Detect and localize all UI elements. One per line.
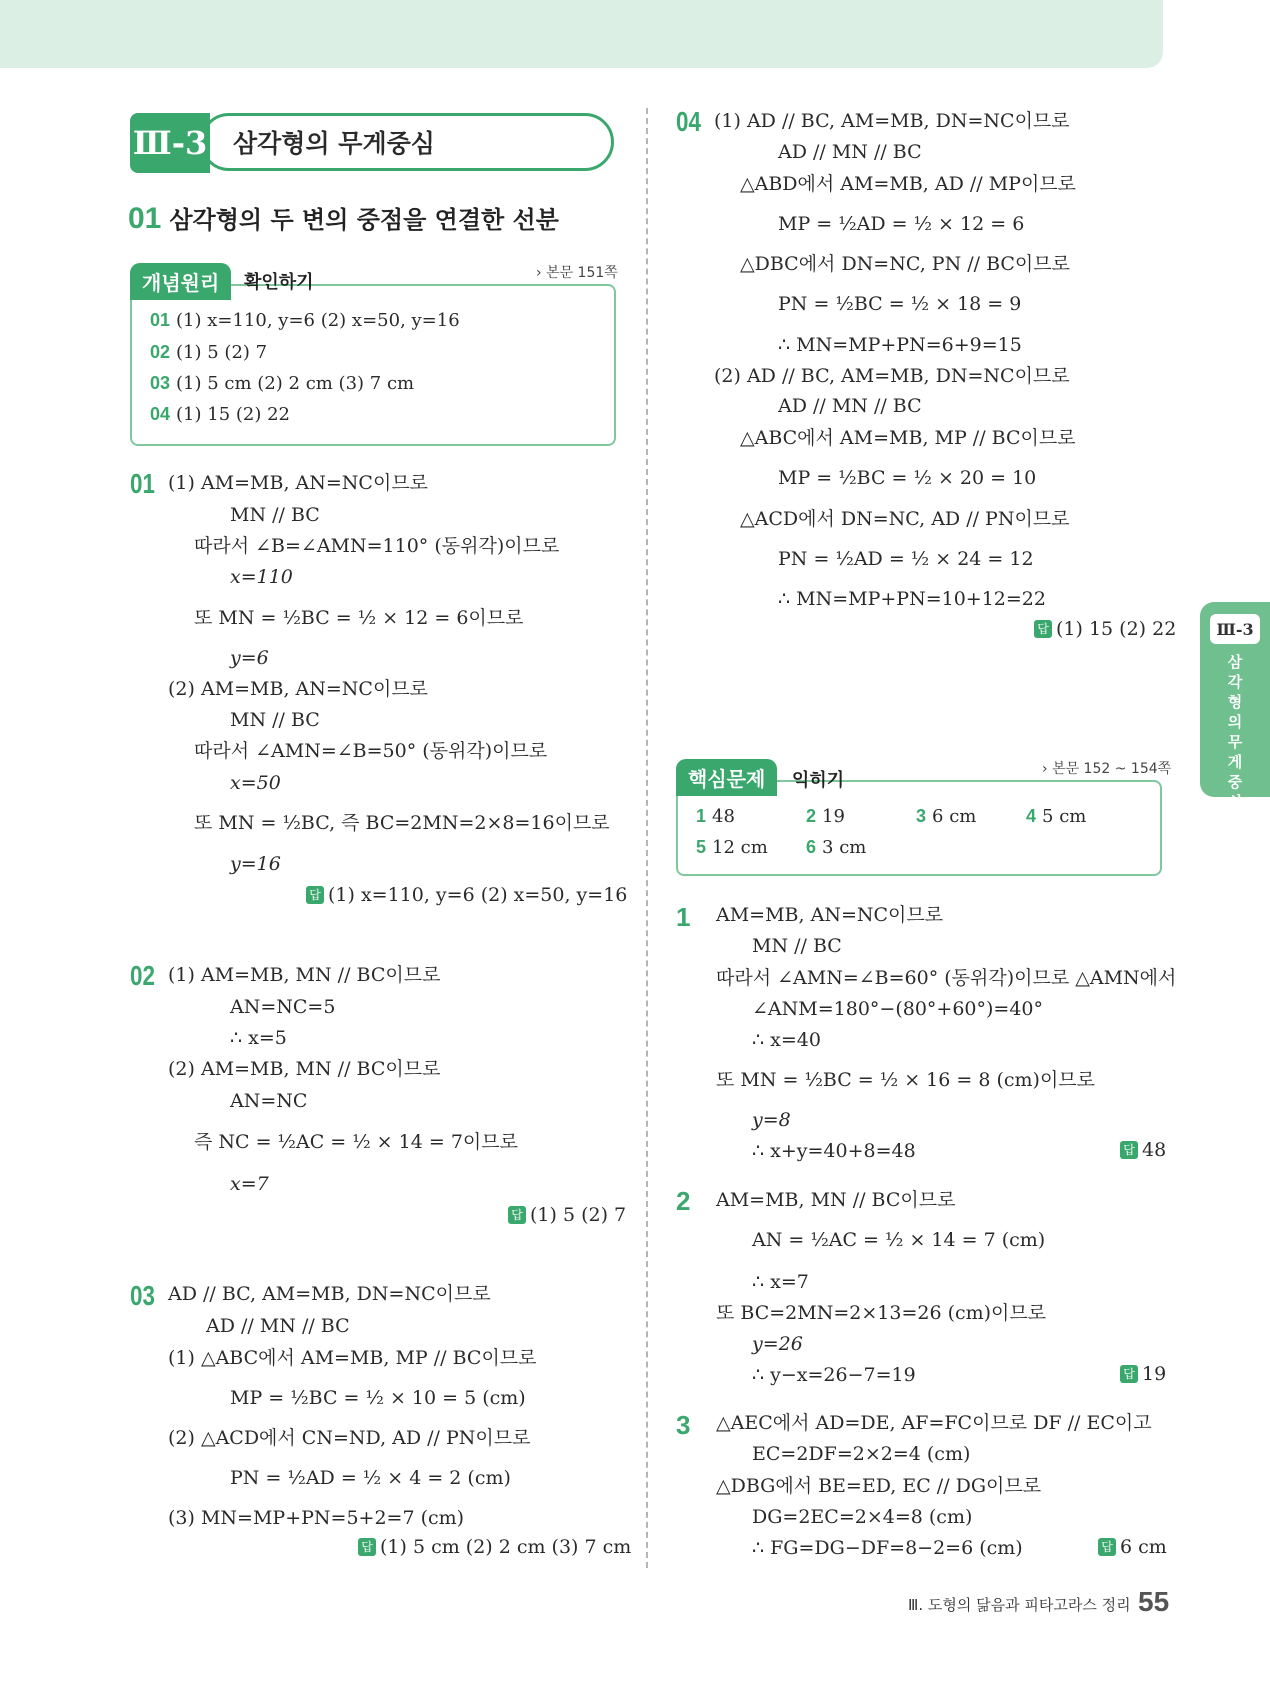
answer-mark-icon: 답: [508, 1206, 526, 1224]
problem-number: 02: [130, 960, 155, 991]
page-number: 55: [1138, 1586, 1170, 1617]
solution-line: △ABD에서 AM=MB, AD // MP이므로: [740, 173, 1077, 195]
side-tab-text: 삼각형의 무게중심: [1227, 653, 1243, 811]
footer-title: Ⅲ. 도형의 닮음과 피타고라스 정리: [908, 1596, 1131, 1614]
concept-item: 03 (1) 5 cm (2) 2 cm (3) 7 cm: [150, 373, 415, 394]
solution-line: AD // MN // BC: [206, 1315, 350, 1337]
solution-line: 따라서 ∠B=∠AMN=110° (동위각)이므로: [194, 535, 560, 557]
problem-number: 01: [130, 468, 155, 499]
solution-line: PN = ½BC = ½ × 18 = 9: [778, 293, 1022, 315]
solution-line: DG=2EC=2×4=8 (cm): [752, 1506, 973, 1528]
solution-line: 즉 NC = ½AC = ½ × 14 = 7이므로: [194, 1131, 518, 1153]
solution-line: AM=MB, MN // BC이므로: [716, 1189, 956, 1211]
core-box-ref: › 본문 152 ~ 154쪽: [1042, 761, 1172, 777]
solution-line: 또 MN = ½BC = ½ × 12 = 6이므로: [194, 607, 524, 629]
solution-line: MN // BC: [230, 504, 320, 526]
solution-line: MP = ½AD = ½ × 12 = 6: [778, 213, 1025, 235]
answer-mark-icon: 답: [1120, 1365, 1138, 1383]
solution-line: (2) AM=MB, MN // BC이므로: [168, 1058, 441, 1080]
solution-line: (1) AM=MB, AN=NC이므로: [168, 472, 429, 494]
solution-line: MP = ½BC = ½ × 10 = 5 (cm): [230, 1387, 526, 1409]
concept-item: 01 (1) x=110, y=6 (2) x=50, y=16: [150, 310, 460, 331]
solution-line: x=110: [230, 566, 293, 588]
solution-line: (1) AD // BC, AM=MB, DN=NC이므로: [714, 110, 1070, 132]
chapter-badge: Ⅲ-3: [130, 113, 210, 173]
solution-line: △ACD에서 DN=NC, AD // PN이므로: [740, 508, 1070, 530]
core-item: 6 3 cm: [806, 837, 867, 858]
answer-mark-icon: 답: [1120, 1141, 1138, 1159]
problem-number: 1: [676, 902, 691, 932]
answer-mark-icon: 답: [358, 1538, 376, 1556]
solution-line: ∴ MN=MP+PN=6+9=15: [778, 334, 1022, 356]
solution-line: △ABC에서 AM=MB, MP // BC이므로: [740, 427, 1076, 449]
column-divider: [646, 108, 648, 1568]
solution-line: y=26: [752, 1333, 803, 1355]
solution-line: △DBC에서 DN=NC, PN // BC이므로: [740, 253, 1070, 275]
solution-line: MN // BC: [230, 709, 320, 731]
solution-line: 또 MN = ½BC, 즉 BC=2MN=2×8=16이므로: [194, 812, 610, 834]
answer: 답 (1) 5 (2) 7: [508, 1204, 626, 1226]
solution-line: EC=2DF=2×2=4 (cm): [752, 1443, 971, 1465]
core-box-tab: 핵심문제: [676, 759, 777, 796]
solution-line: ∴ y−x=26−7=19: [752, 1364, 916, 1386]
top-band: [0, 0, 1163, 68]
side-tab-label: Ⅲ-3: [1210, 614, 1260, 644]
answer: 답 (1) x=110, y=6 (2) x=50, y=16: [306, 884, 627, 906]
solution-line: 따라서 ∠AMN=∠B=60° (동위각)이므로 △AMN에서: [716, 967, 1177, 989]
solution-line: ∴ x=40: [752, 1029, 821, 1051]
section-title-text: 삼각형의 두 변의 중점을 연결한 선분: [169, 206, 559, 234]
solution-line: (3) MN=MP+PN=5+2=7 (cm): [168, 1507, 465, 1529]
problem-number: 03: [130, 1280, 155, 1311]
solution-line: PN = ½AD = ½ × 24 = 12: [778, 548, 1034, 570]
solution-line: (2) AM=MB, AN=NC이므로: [168, 678, 429, 700]
core-item: 3 6 cm: [916, 806, 977, 827]
solution-line: y=6: [230, 647, 269, 669]
concept-box-tab-label: 확인하기: [244, 272, 314, 293]
solution-line: 따라서 ∠AMN=∠B=50° (동위각)이므로: [194, 740, 548, 762]
solution-line: MP = ½BC = ½ × 20 = 10: [778, 467, 1037, 489]
concept-box-tab: 개념원리: [130, 263, 231, 300]
solution-line: (2) AD // BC, AM=MB, DN=NC이므로: [714, 365, 1070, 387]
solution-line: ∴ x+y=40+8=48: [752, 1140, 916, 1162]
answer: 답 (1) 5 cm (2) 2 cm (3) 7 cm: [358, 1536, 631, 1558]
chapter-title-text: 삼각형의 무게중심: [233, 129, 435, 158]
problem-number: 2: [676, 1186, 691, 1216]
problem-number: 04: [676, 106, 701, 137]
solution-line: x=50: [230, 772, 281, 794]
solution-line: △DBG에서 BE=ED, EC // DG이므로: [716, 1475, 1042, 1497]
solution-line: y=16: [230, 853, 281, 875]
solution-line: MN // BC: [752, 935, 842, 957]
solution-line: AD // MN // BC: [778, 141, 922, 163]
solution-line: AN=NC=5: [230, 996, 336, 1018]
solution-line: ∴ MN=MP+PN=10+12=22: [778, 588, 1046, 610]
core-item: 2 19: [806, 806, 845, 827]
solution-line: x=7: [230, 1173, 269, 1195]
core-item: 5 12 cm: [696, 837, 768, 858]
solution-line: (1) △ABC에서 AM=MB, MP // BC이므로: [168, 1347, 537, 1369]
section-title: [128, 200, 559, 236]
answer: 답 48: [1120, 1139, 1166, 1161]
solution-line: 또 BC=2MN=2×13=26 (cm)이므로: [716, 1302, 1047, 1324]
chapter-side-tab[interactable]: [1200, 602, 1270, 811]
solution-line: (1) AM=MB, MN // BC이므로: [168, 964, 441, 986]
solution-line: ∴ x=5: [230, 1027, 287, 1049]
answer: 답 19: [1120, 1363, 1166, 1385]
solution-line: ∴ x=7: [752, 1271, 809, 1293]
core-item: 1 48: [696, 806, 735, 827]
solution-line: AD // BC, AM=MB, DN=NC이므로: [168, 1283, 491, 1305]
solution-line: y=8: [752, 1109, 791, 1131]
solution-line: AD // MN // BC: [778, 395, 922, 417]
solution-line: AN = ½AC = ½ × 14 = 7 (cm): [752, 1229, 1046, 1251]
solution-line: AN=NC: [230, 1090, 308, 1112]
answer: 답 6 cm: [1098, 1536, 1167, 1558]
answer-mark-icon: 답: [306, 886, 324, 904]
problem-number: 3: [676, 1410, 691, 1440]
core-item: 4 5 cm: [1026, 806, 1087, 827]
solution-line: (2) △ACD에서 CN=ND, AD // PN이므로: [168, 1427, 531, 1449]
solution-line: 또 MN = ½BC = ½ × 16 = 8 (cm)이므로: [716, 1069, 1096, 1091]
chapter-title: [200, 113, 614, 171]
solution-line: ∠ANM=180°−(80°+60°)=40°: [752, 998, 1044, 1020]
answer: 답 (1) 15 (2) 22: [1034, 618, 1176, 640]
core-box-tab-label: 익히기: [792, 770, 845, 791]
solution-line: △AEC에서 AD=DE, AF=FC이므로 DF // EC이고: [716, 1412, 1152, 1434]
concept-item: 04 (1) 15 (2) 22: [150, 404, 290, 425]
answer-mark-icon: 답: [1034, 620, 1052, 638]
answer-mark-icon: 답: [1098, 1538, 1116, 1556]
solution-line: PN = ½AD = ½ × 4 = 2 (cm): [230, 1467, 511, 1489]
solution-line: ∴ FG=DG−DF=8−2=6 (cm): [752, 1537, 1023, 1559]
solution-line: AM=MB, AN=NC이므로: [716, 904, 944, 926]
concept-item: 02 (1) 5 (2) 7: [150, 342, 268, 363]
section-number: 01: [128, 202, 162, 235]
concept-box-ref: › 본문 151쪽: [536, 265, 618, 281]
